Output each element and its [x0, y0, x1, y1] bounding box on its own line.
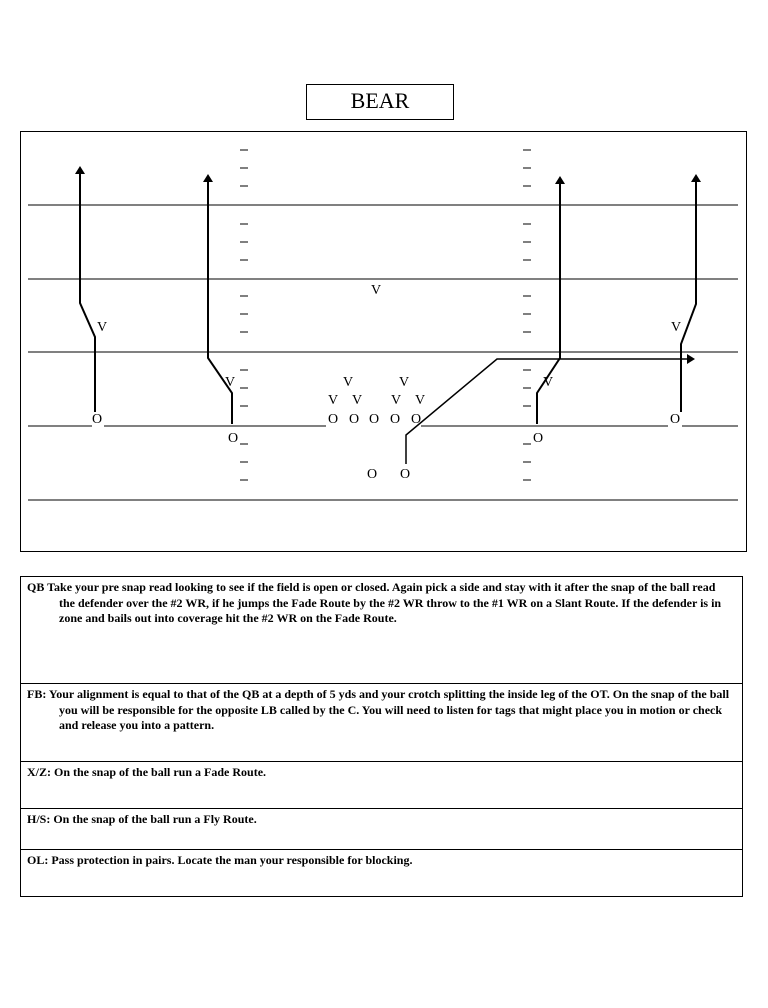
right-guard: O — [390, 412, 401, 427]
defender-line-3: V — [391, 393, 402, 408]
receiver-s: O — [533, 431, 544, 446]
route-fade-right-z — [681, 178, 696, 412]
defender-right-corner: V — [671, 320, 682, 335]
hash-marks — [240, 150, 531, 480]
note-xz: X/Z: On the snap of the ball run a Fade Route. — [27, 765, 267, 779]
defender-left-corner: V — [97, 320, 108, 335]
play-title: BEAR — [306, 84, 454, 120]
defender-left-overhang: V — [225, 375, 236, 390]
fullback: O — [400, 467, 411, 482]
receiver-h: O — [228, 431, 239, 446]
note-row-fb — [21, 684, 743, 762]
quarterback: O — [367, 467, 378, 482]
note-row-xz — [21, 762, 743, 809]
route-fade-left-x — [80, 170, 95, 412]
note-row-qb — [21, 577, 743, 684]
right-tackle: O — [411, 412, 422, 427]
note-row-ol — [21, 850, 743, 897]
left-guard: O — [349, 412, 360, 427]
defender-right-overhang: V — [543, 375, 554, 390]
defender-left-lb: V — [343, 375, 354, 390]
defender-safety: V — [371, 283, 382, 298]
note-ol: OL: Pass protection in pairs. Locate the man your responsible for blocking. — [27, 853, 413, 867]
coaching-notes-table — [20, 576, 743, 897]
defender-line-1: V — [328, 393, 339, 408]
note-fb: FB: Your alignment is equal to that of the QB at a depth of 5 yds and your crotch splitting the inside leg of the OT. On the snap of the ball you will be responsible for the opposite LB called by the C. You will need to listen for tags that might place you in motion or check and release you into a pattern. — [27, 687, 730, 732]
defender-line-4: V — [415, 393, 426, 408]
note-row-hs — [21, 809, 743, 850]
defender-line-2: V — [352, 393, 363, 408]
defender-right-lb: V — [399, 375, 410, 390]
note-hs: H/S: On the snap of the ball run a Fly Route. — [27, 812, 257, 826]
receiver-z: O — [670, 412, 681, 427]
left-tackle: O — [328, 412, 339, 427]
note-qb: QB Take your pre snap read looking to see if the field is open or closed. Again pick a side and stay with it after the snap of the ball read the defender over the #2 WR, if he jumps the Fade Route by the #2 WR throw to the #1 WR on a Slant Route. If the defender is in zone and bails out into coverage hit the #2 WR on the Fade Route. — [27, 580, 722, 625]
receiver-x: O — [92, 412, 103, 427]
center: O — [369, 412, 380, 427]
